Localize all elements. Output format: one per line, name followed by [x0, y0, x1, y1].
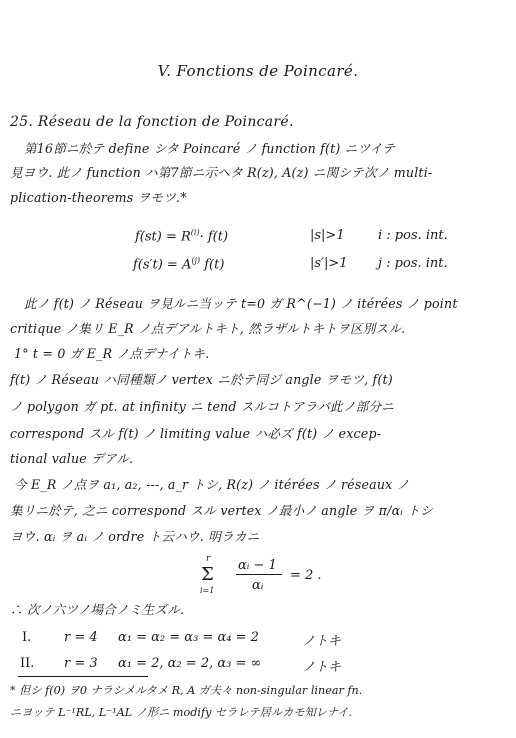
body-line-8: 今 E_R ノ点ヲ a₁, a₂, ---, a_r トシ, R(z) ノ itérées ノ réseaux ノ	[14, 477, 410, 492]
body-line-4: f(t) ノ Réseau ハ同種類ノ vertex ニ於テ同ジ angle ヲモツ, f(t)	[10, 372, 393, 387]
body-line-9: 集リニ於テ, 之ニ correspond スル vertex ノ最小ノ angle ヲ π/αᵢ トシ	[10, 503, 433, 518]
case-r: r = 3	[64, 656, 98, 671]
sum-lower-limit: i=1	[200, 586, 215, 595]
fraction-numerator: αᵢ − 1	[238, 558, 277, 573]
case-row-1	[0, 630, 516, 648]
equation-row-2	[0, 256, 516, 274]
case-suffix: ノトキ	[302, 634, 342, 649]
body-line-10: ヨウ. αᵢ ヲ aᵢ ノ ordre ト云ハウ. 明ラカニ	[10, 529, 260, 544]
footnote-line-1: * 但シ f(0) ヲ0 ナラシメルタメ R, A ガ夫々 non-singular linear fn.	[10, 684, 363, 697]
sum-upper-limit: r	[206, 554, 211, 564]
equation-lhs	[133, 256, 224, 272]
intro-line-1: 第16節ニ於テ define シタ Poincaré ノ function f(t) ニツイテ	[24, 141, 396, 156]
sum-formula	[200, 556, 340, 596]
footnote-divider	[18, 676, 148, 677]
case-alphas: α₁ = 2, α₂ = 2, α₃ = ∞	[118, 656, 262, 671]
case-label: II.	[20, 656, 35, 671]
formula-result: = 2 .	[290, 568, 322, 583]
equation-rhs-text: f(t)	[200, 257, 225, 273]
equation-condition: |s′|>1	[310, 256, 348, 271]
body-line-5: ノ polygon ガ pt. at infinity ニ tend スルコトアラバ此ノ部分ニ	[10, 399, 395, 414]
footnote-line-2: ニヨッテ L⁻¹RL, L⁻¹AL ノ形ニ modify セラレテ居ルカモ知レナイ.	[10, 706, 352, 719]
equation-note: i : pos. int.	[378, 228, 448, 243]
section-heading: 25. Réseau de la fonction de Poincaré.	[10, 114, 294, 130]
equation-superscript: (j)	[191, 256, 201, 265]
conclusion-line: ∴ 次ノ六ツノ場合ノミ生ズル.	[10, 602, 185, 617]
fraction-bar	[236, 574, 282, 575]
equation-lhs-text: f(st) = R	[135, 229, 191, 245]
equation-row-1	[0, 228, 516, 246]
case-row-2	[0, 656, 516, 674]
equation-note: j : pos. int.	[378, 256, 448, 271]
case-suffix: ノトキ	[302, 660, 342, 675]
case-alphas: α₁ = α₂ = α₃ = α₄ = 2	[118, 630, 259, 645]
equation-rhs-text: · f(t)	[199, 229, 229, 245]
intro-line-2: 見ヨウ. 此ノ function ハ第7節ニ示ヘタ R(z), A(z) ニ関シテ次ノ multi-	[10, 165, 433, 180]
body-line-7: tional value デアル.	[10, 451, 134, 466]
page-title: V. Fonctions de Poincaré.	[157, 62, 359, 80]
body-line-6: correspond スル f(t) ノ limiting value ハ必ズ f(t) ノ excep-	[10, 426, 382, 441]
body-line-3: 1° t = 0 ガ E_R ノ点デナイトキ.	[14, 346, 210, 361]
equation-lhs-text: f(s′t) = A	[133, 257, 192, 273]
sum-sign: Σ	[201, 564, 214, 585]
fraction-denominator: αᵢ	[252, 578, 264, 593]
equation-lhs	[135, 228, 228, 244]
body-line-1: 此ノ f(t) ノ Réseau ヲ見ルニ当ッテ t=0 ガ R^(−1) ノ itérées ノ point	[24, 296, 458, 311]
body-line-2: critique ノ集リ E_R ノ点デアルトキト, 然ラザルトキトヲ区別スル.	[10, 321, 406, 336]
equation-superscript: (i)	[190, 228, 200, 237]
case-label: I.	[22, 630, 32, 645]
equation-condition: |s|>1	[310, 228, 345, 243]
intro-line-3: plication-theorems ヲモツ.*	[10, 190, 187, 205]
case-r: r = 4	[64, 630, 98, 645]
